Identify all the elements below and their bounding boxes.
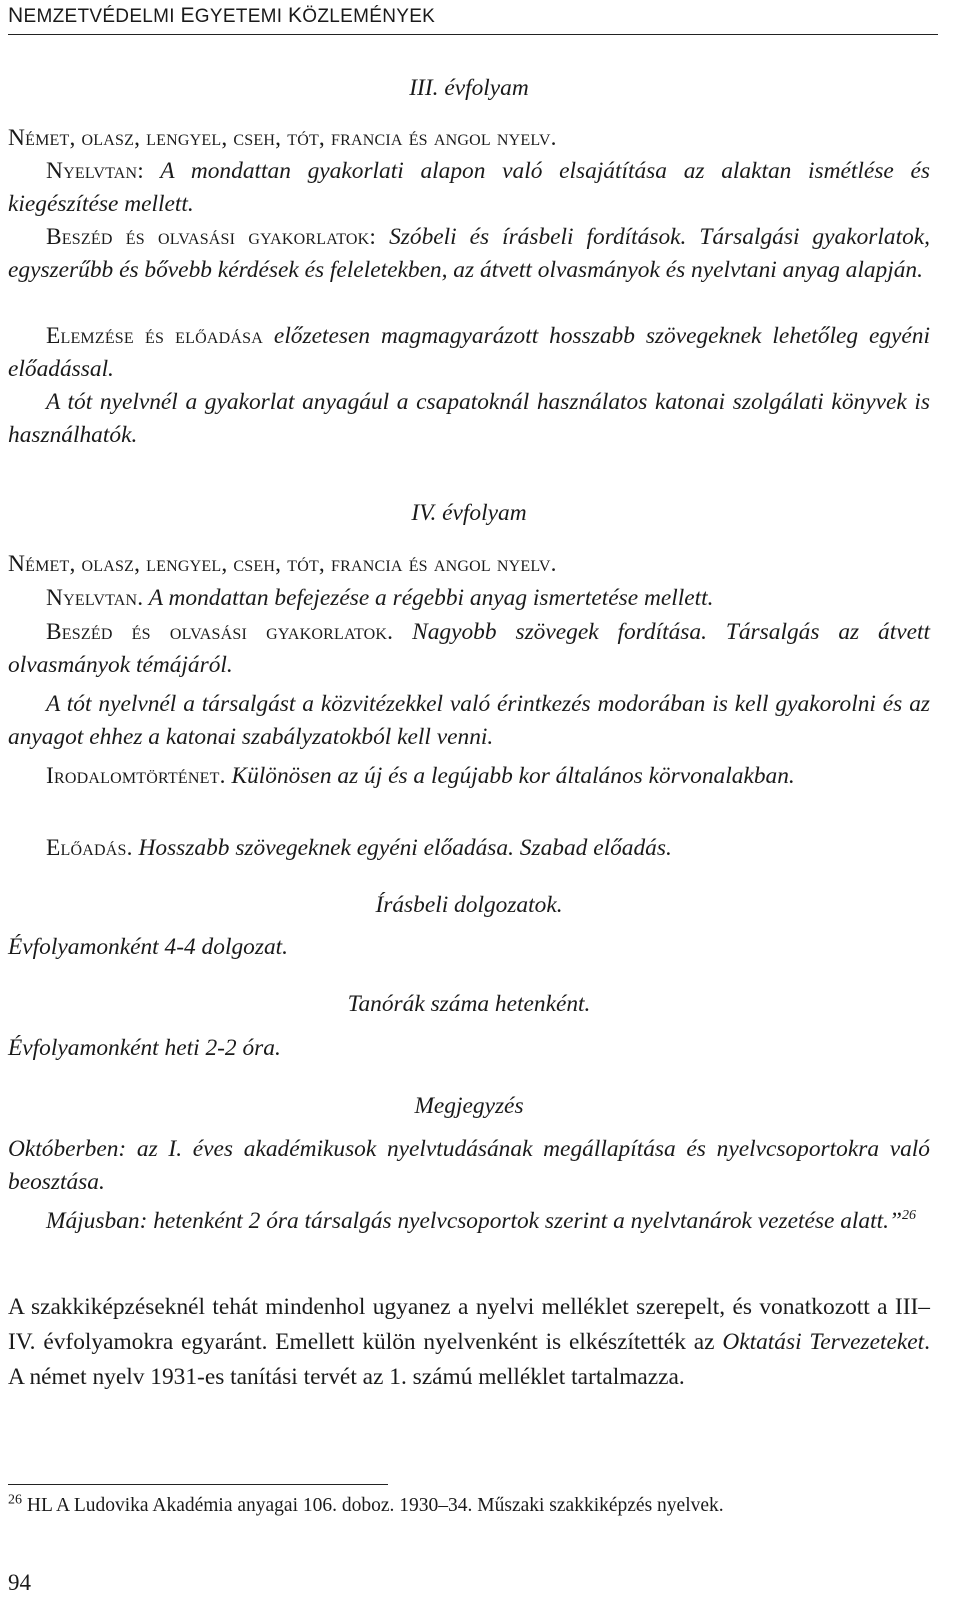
section-heading-iv: IV. évfolyam	[411, 500, 527, 526]
text-nyelvtan: A mondattan gyakorlati alapon való elsajátítása az alaktan ismétlése és kiegészítése mellett.	[8, 158, 930, 217]
paragraph-majus	[8, 1205, 930, 1238]
label-irodalom: Irodalomtörténet.	[46, 763, 226, 789]
text-tanorak: Évfolyamonként heti 2-2 óra.	[8, 1035, 281, 1061]
text-nyelvtan: A mondattan befejezése a régebbi anyag ismertetése mellett.	[143, 585, 714, 611]
header-word: EMZETVÉDELMI	[23, 6, 181, 27]
label-nyelvtan: Nyelvtan.	[46, 585, 144, 611]
footnote	[8, 1492, 938, 1520]
languages-line-iv: Német, olasz, lengyel, cseh, tót, francia és angol nyelv.	[8, 551, 557, 577]
paragraph-irodalom-iv	[8, 760, 930, 793]
header-word: GYETEMI	[194, 6, 288, 27]
footnote-rule	[8, 1484, 388, 1485]
header-initial: E	[180, 4, 195, 27]
body-paragraph	[8, 1290, 930, 1395]
header-word: ÖZLEMÉNYEK	[302, 6, 436, 27]
text-beszed: Szóbeli és írásbeli fordítások. Társalgási gyakorlatok, egyszerűbb és bővebb kérdések és feleletekben, az átvett olvasmányok és nyelvtani anyag alapján.	[8, 224, 930, 283]
heading-tanorak: Tanórák száma hetenként.	[347, 991, 591, 1017]
heading-megjegyzes: Megjegyzés	[414, 1093, 524, 1119]
page-number: 94	[8, 1570, 31, 1595]
text-beszed: Nagyobb szövegek fordítása. Társalgás az átvett olvasmányok témájáról.	[8, 619, 930, 678]
body-text-1: A szakkiképzéseknél tehát mindenhol ugyanez a nyelvi melléklet szerepelt, és vonatkozott a III–IV. évfolyamokra egyaránt. Emellett külön nyelvenként is elkészítették az	[8, 1294, 930, 1355]
paragraph-eloadas-iv	[8, 832, 930, 865]
paragraph-nyelvtan-iii	[8, 155, 930, 221]
label-nyelvtan: Nyelvtan:	[46, 158, 144, 184]
paragraph-beszed-iv	[8, 616, 930, 682]
text-elemzes: előzetesen magmagyarázott hosszabb szövegeknek lehetőleg egyéni előadással.	[8, 323, 930, 382]
paragraph-elemzes-iii	[8, 320, 930, 386]
text-irodalom: Különösen az új és a legújabb kor általános körvonalakban.	[225, 763, 795, 789]
languages-line-iii: Német, olasz, lengyel, cseh, tót, francia és angol nyelv.	[8, 125, 557, 151]
label-beszed: Beszéd és olvasási gyakorlatok.	[46, 619, 394, 645]
header-initial: N	[8, 4, 24, 27]
text-eloadas: Hosszabb szövegeknek egyéni előadása. Szabad előadás.	[132, 835, 672, 861]
section-heading-iii: III. évfolyam	[409, 75, 529, 101]
label-beszed: Beszéd és olvasási gyakorlatok:	[46, 224, 377, 250]
footnote-ref: 26	[901, 1208, 916, 1224]
paragraph-nyelvtan-iv	[8, 582, 930, 615]
body-text-2: . A német nyelv 1931-es tanítási tervét az 1. számú melléklet tartalmazza.	[8, 1329, 930, 1390]
text-majus: Májusban: hetenként 2 óra társalgás nyelvcsoportok szerint a nyelvtanárok vezetése alatt.”	[46, 1208, 902, 1234]
footnote-text: HL A Ludovika Akadémia anyagai 106. doboz. 1930–34. Műszaki szakkiképzés nyelvek.	[22, 1495, 724, 1516]
paragraph-tot-iv: A tót nyelvnél a társalgást a közvitézekkel való érintkezés modorában is kell gyakorolni és az anyagot ehhez a katonai szabályzatokból kell venni.	[8, 691, 930, 750]
paragraph-beszed-iii	[8, 221, 930, 287]
body-text-italic: Oktatási Tervezeteket	[722, 1329, 925, 1355]
heading-irasbeli: Írásbeli dolgozatok.	[375, 892, 563, 918]
running-header	[8, 4, 938, 35]
paragraph-oktober: Októberben: az I. éves akadémikusok nyelvtudásának megállapítása és nyelvcsoportokra való beosztása.	[8, 1136, 930, 1195]
label-eloadas: Előadás.	[46, 835, 133, 861]
footnote-number: 26	[8, 1492, 22, 1508]
label-elemzes: Elemzése és előadása	[46, 323, 264, 349]
text-irasbeli: Évfolyamonként 4-4 dolgozat.	[8, 934, 288, 960]
paragraph-tot-iii: A tót nyelvnél a gyakorlat anyagául a csapatoknál használatos katonai szolgálati könyvek is használhatók.	[8, 389, 930, 448]
header-initial: K	[287, 4, 303, 27]
